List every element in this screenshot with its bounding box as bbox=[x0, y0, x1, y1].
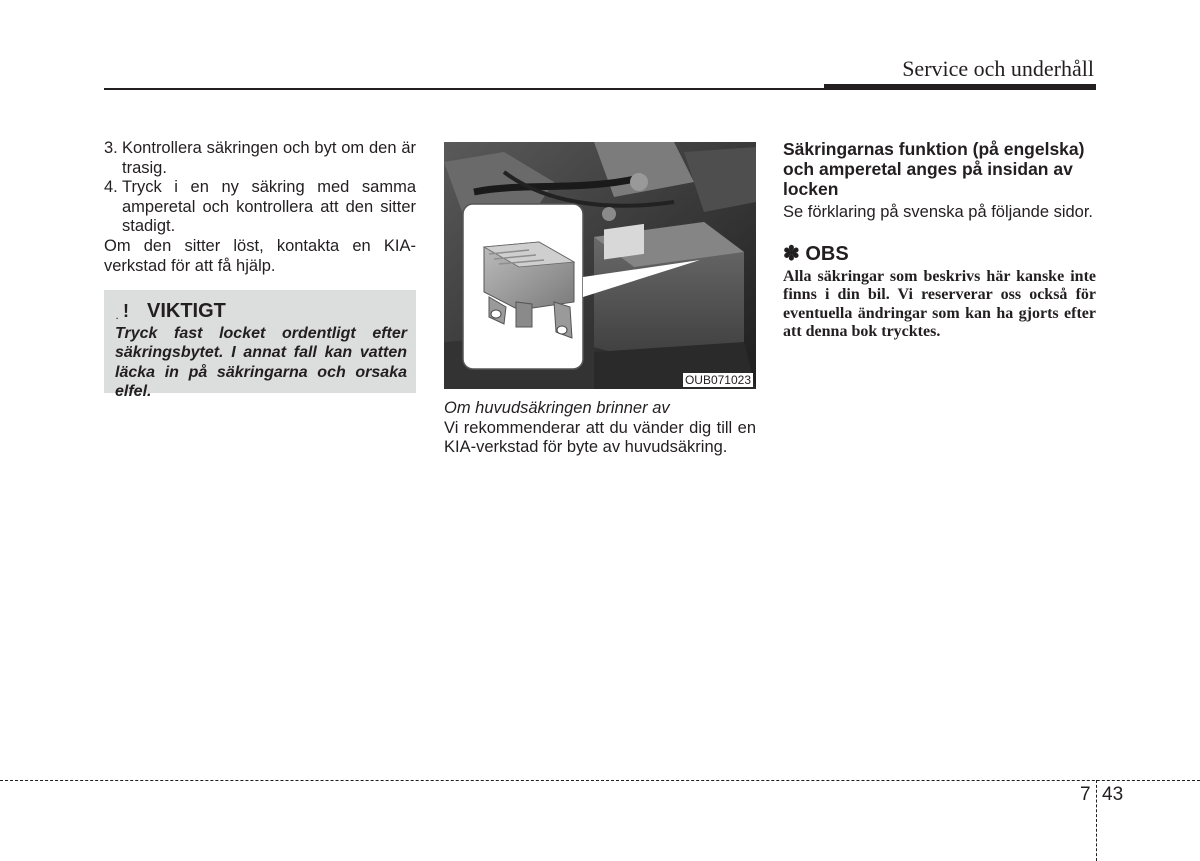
warning-box bbox=[104, 290, 416, 400]
step-4-text: Tryck i en ny säkring med samma amperetal och kontrollera att den sitter stadigt. bbox=[122, 178, 416, 236]
chapter-number: 7 bbox=[1080, 784, 1091, 805]
engine-bay-illustration bbox=[444, 142, 756, 389]
obs-symbol-icon: ✽ bbox=[783, 242, 800, 265]
svg-text:!: ! bbox=[123, 301, 129, 322]
header-rule-thick bbox=[824, 84, 1096, 90]
column-right bbox=[783, 139, 1096, 342]
page-header-title: Service och underhåll bbox=[902, 56, 1094, 81]
step-4 bbox=[104, 178, 416, 237]
main-fuse-subheading: Om huvudsäkringen brinner av bbox=[444, 399, 670, 417]
warning-text: Tryck fast locket ordentligt efter säkringsbytet. I annat fall kan vatten läcka in på säkringarna och orsaka elfel. bbox=[115, 325, 407, 400]
footer-dashed-rule bbox=[0, 780, 1200, 781]
warning-heading bbox=[115, 300, 407, 322]
header-rule-thin bbox=[104, 88, 824, 90]
column-left bbox=[104, 139, 416, 400]
obs-title: OBS bbox=[805, 242, 849, 265]
page-number: 43 bbox=[1102, 784, 1124, 805]
svg-text:.: . bbox=[116, 312, 119, 322]
fuse-function-heading: Säkringarnas funktion (på engelska) och amperetal anges på insidan av locken bbox=[783, 139, 1085, 199]
warning-icon bbox=[115, 300, 137, 322]
loose-fuse-paragraph: Om den sitter löst, kontakta en KIA-verkstad för att få hjälp. bbox=[104, 236, 416, 275]
main-fuse-paragraph: Vi rekommenderar att du vänder dig till en KIA-verkstad för byte av huvudsäkring. bbox=[444, 418, 756, 457]
column-middle bbox=[444, 139, 756, 458]
fuse-function-paragraph: Se förklaring på svenska på följande sidor. bbox=[783, 203, 1094, 221]
warning-title: VIKTIGT bbox=[147, 300, 226, 323]
step-4-number: 4. bbox=[104, 178, 118, 197]
footer-dashed-divider bbox=[1096, 780, 1097, 861]
obs-text: Alla säkringar som beskrivs här kanske inte finns i din bil. Vi reserverar oss också för eventuella ändringar som kan ha gjorts efter att denna bok trycktes. bbox=[783, 267, 1096, 341]
fuse-box-photo bbox=[444, 142, 756, 389]
obs-heading bbox=[783, 243, 1096, 265]
step-3-text: Kontrollera säkringen och byt om den är trasig. bbox=[122, 139, 416, 177]
step-3 bbox=[104, 139, 416, 178]
image-reference-code: OUB071023 bbox=[684, 373, 751, 387]
step-3-number: 3. bbox=[104, 139, 118, 157]
